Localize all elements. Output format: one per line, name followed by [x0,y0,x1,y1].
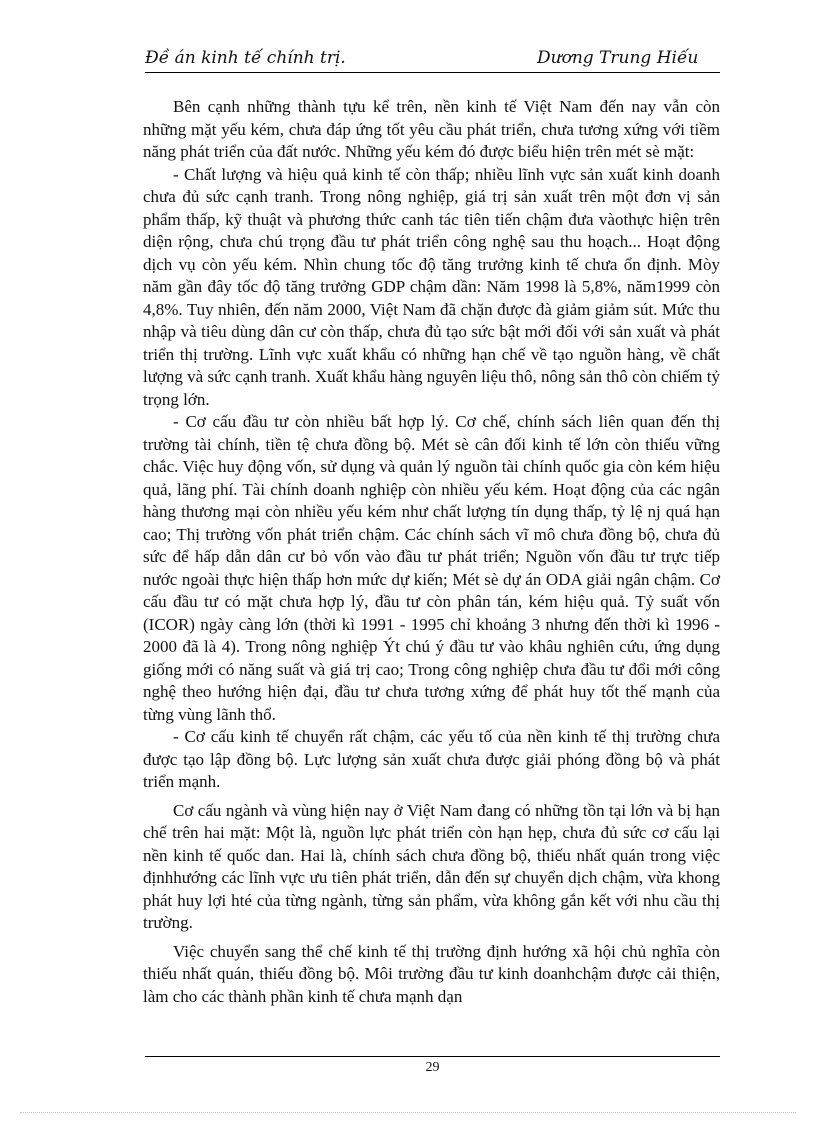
page-number: 29 [425,1060,440,1075]
header-document-title: Đề án kinh tế chính trị. [145,48,346,68]
footer-divider [145,1056,720,1057]
paragraph: - Chất lượng và hiệu quả kinh tế còn thấp; nhiều lĩnh vực sản xuất kinh doanh chưa đủ sức cạnh tranh. Trong nông nghiệp, giá trị sản xuất trên một đơn vị sản phẩm thấp, kỹ thuật và phương thức canh tác tiên tiến chậm đưa vàothực hiện trên diện rộng, chưa chú trọng đầu tư phát triển công nghệ sau thu hoạch... Hoạt động dịch vụ còn yếu kém. Nhìn chung tốc độ tăng trưởng kinh tế chưa ổn định. Mòy năm gần đây tốc độ tăng trưởng GDP chậm dần: Năm 1998 là 5,8%, năm1999 còn 4,8%. Tuy nhiên, đến năm 2000, Việt Nam đã chặn được đà giảm giảm sút. Mức thu nhập và tiêu dùng dân cư còn thấp, chưa đủ tạo sức bật mới đối với sản xuất và phát triển thị trường. Lĩnh vực xuất khẩu có những hạn chế về tạo nguồn hàng, về chất lượng và sức cạnh tranh. Xuất khẩu hàng nguyên liệu thô, nông sản thô còn chiếm tỷ trọng lớn. [143,164,720,409]
document-body [143,96,720,1008]
header-author-name: Dương Trung Hiếu [537,48,699,68]
paragraph: - Cơ cấu kinh tế chuyển rất chậm, các yếu tố của nền kinh tế thị trường chưa được tạo lập đồng bộ. Lực lượng sản xuất chưa được giải phóng đồng bộ và phát triển mạnh. [143,727,720,791]
page-header [145,48,720,70]
paragraph: Việc chuyển sang thể chế kinh tế thị trường định hướng xã hội chủ nghĩa còn thiếu nhất quán, thiếu đồng bộ. Môi trường đầu tư kinh doanhchậm được cải thiện, làm cho các thành phần kinh tế chưa mạnh dạn [143,941,720,1006]
page-bottom-dotted-line [20,1112,796,1113]
paragraph: Cơ cấu ngành và vùng hiện nay ở Việt Nam đang có những tồn tại lớn và bị hạn chế trên hai mặt: Một là, nguồn lực phát triển còn hạn hẹp, chưa đủ sức cơ cấu lại nền kinh tế quốc dan. Hai là, chính sách chưa đồng bộ, thiếu nhất quán trong việc địnhhướng các lĩnh vực ưu tiên phát triển, dẫn đến sự chuyển dịch chậm, vừa khong phát huy lợi hté của từng ngành, từng sản phẩm, vừa không gắn kết với nhu cầu thị trường. [143,800,720,932]
header-divider [145,72,720,73]
paragraph: Bên cạnh những thành tựu kể trên, nền kinh tế Việt Nam đến nay vẫn còn những mặt yếu kém, chưa đáp ứng tốt yêu cầu phát triển, chưa tương xứng với tiềm năng phát triển của đất nước. Những yếu kém đó được biểu hiện trên mét sè mặt: [143,97,720,161]
paragraph: - Cơ cấu đầu tư còn nhiều bất hợp lý. Cơ chế, chính sách liên quan đến thị trường tài chính, tiền tệ chưa đồng bộ. Mét sè cân đối kinh tế lớn còn thiếu vững chắc. Việc huy động vốn, sử dụng và quản lý nguồn tài chính quốc gia còn kém hiệu quả, lãng phí. Tài chính doanh nghiệp còn nhiều yếu kém. Hoạt động của các ngân hàng thương mại còn nhiều yếu kém như chất lượng tín dụng thấp, tỷ lệ nj quá hạn cao; Thị trường vốn phát triển chậm. Các chính sách vĩ mô chưa đồng bộ, chưa đủ sức để hấp dẫn dân cư bỏ vốn vào đầu tư phát triển; Nguồn vốn đầu tư trực tiếp nước ngoài thực hiện thấp hơn mức dự kiến; Mét sè dự án ODA giải ngân chậm. Cơ cấu đầu tư có mặt chưa hợp lý, đầu tư còn phân tán, kém hiệu quả. Tỷ suất vốn (ICOR) ngày càng lớn (thời kì 1991 - 1995 chỉ khoảng 3 nhưng đến thời kì 1996 - 2000 đã là 4). Trong nông nghiệp Ýt chú ý đầu tư vào khâu nghiên cứu, ứng dụng giống mới có năng suất và giá trị cao; Trong công nghiệp chưa đầu tư đổi mới công nghệ theo hướng hiện đại, đầu tư chưa tương xứng để phát huy tốt thế mạnh của từng vùng lãnh thổ. [143,412,720,724]
